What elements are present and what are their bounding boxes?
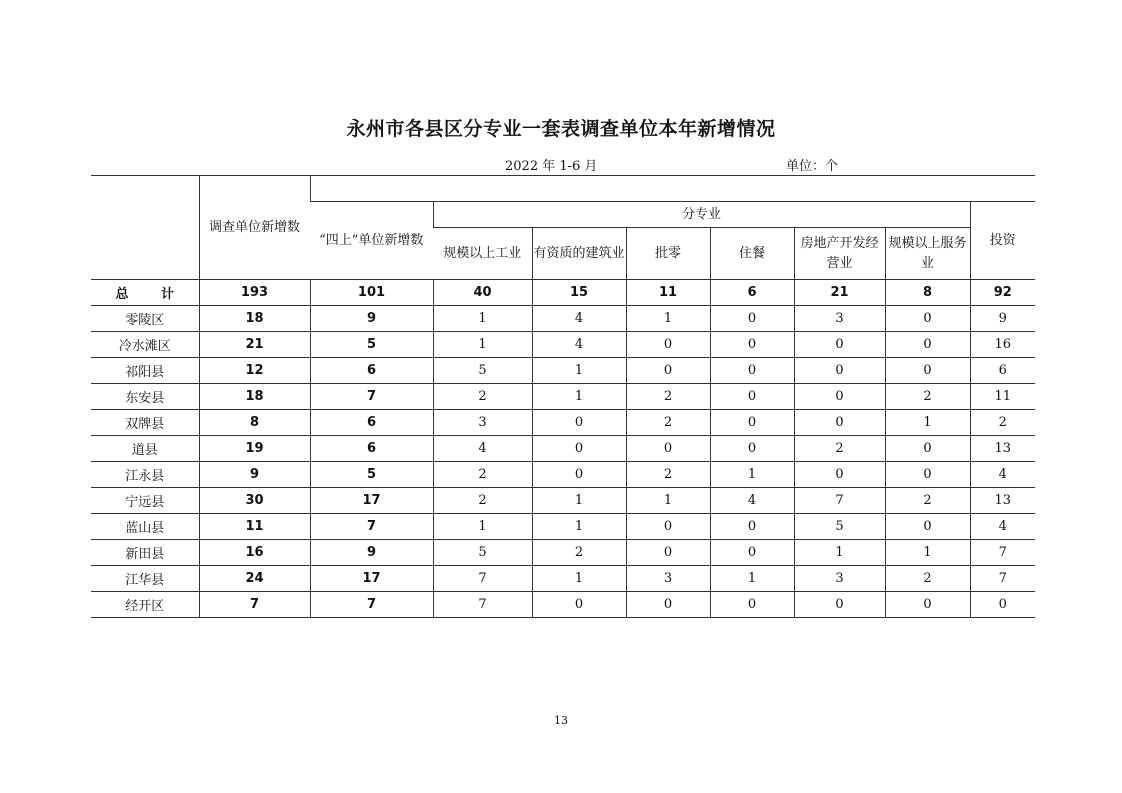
table-body: [91, 280, 1035, 618]
table-cell: 0: [794, 462, 885, 488]
table-cell: 0: [885, 332, 970, 358]
table-cell: 5: [310, 462, 433, 488]
table-cell: 1: [433, 514, 532, 540]
table-cell: 11: [199, 514, 310, 540]
table-cell: 1: [885, 540, 970, 566]
table-cell: 21: [794, 280, 885, 306]
table-cell: 5: [794, 514, 885, 540]
page-title: 永州市各县区分专业一套表调查单位本年新增情况: [346, 118, 776, 140]
table-cell: 1: [532, 488, 626, 514]
table-cell: 2: [433, 488, 532, 514]
table-cell: 24: [199, 566, 310, 592]
table-cell: 0: [710, 514, 794, 540]
table-cell: 2: [626, 384, 710, 410]
total-row: [91, 280, 1035, 306]
table-cell: 1: [433, 306, 532, 332]
table-cell: 1: [710, 462, 794, 488]
table-cell: 2: [433, 384, 532, 410]
table-cell: 7: [199, 592, 310, 618]
table-cell: 13: [970, 436, 1035, 462]
table-cell: 9: [310, 540, 433, 566]
table-row: [91, 358, 1035, 384]
page-number: 13: [554, 714, 568, 727]
table-cell: 2: [532, 540, 626, 566]
table-cell: 6: [310, 358, 433, 384]
table-cell: 0: [794, 410, 885, 436]
table-cell: 2: [626, 410, 710, 436]
table-cell: 40: [433, 280, 532, 306]
table-row: [91, 410, 1035, 436]
table-cell: 7: [310, 514, 433, 540]
district-name: 蓝山县: [91, 514, 199, 540]
table-cell: 30: [199, 488, 310, 514]
table-cell: 9: [199, 462, 310, 488]
table-cell: 5: [433, 358, 532, 384]
table-cell: 9: [310, 306, 433, 332]
header-by-specialty: 分专业: [433, 202, 970, 228]
table-cell: 11: [626, 280, 710, 306]
table-cell: 7: [970, 540, 1035, 566]
total-label: 总 计: [91, 280, 199, 306]
table-cell: 0: [626, 514, 710, 540]
table-cell: 5: [433, 540, 532, 566]
table-cell: 0: [710, 592, 794, 618]
table-cell: 0: [885, 514, 970, 540]
table-row: [91, 306, 1035, 332]
table-cell: 0: [532, 592, 626, 618]
table-cell: 1: [885, 410, 970, 436]
table-cell: 1: [532, 514, 626, 540]
table-cell: 0: [626, 436, 710, 462]
table-cell: 0: [626, 592, 710, 618]
table-cell: 0: [710, 540, 794, 566]
district-name: 双牌县: [91, 410, 199, 436]
table-cell: 1: [532, 358, 626, 384]
table-row: [91, 384, 1035, 410]
table-cell: 4: [532, 332, 626, 358]
header-investment: 投资: [970, 202, 1035, 280]
table-cell: 0: [626, 358, 710, 384]
table-cell: 7: [794, 488, 885, 514]
table-header: [91, 176, 1035, 280]
district-name: 东安县: [91, 384, 199, 410]
district-name: 冷水滩区: [91, 332, 199, 358]
header-construction: 有资质的建筑业: [532, 228, 626, 280]
table-cell: 1: [626, 488, 710, 514]
table-cell: 1: [710, 566, 794, 592]
table-cell: 5: [310, 332, 433, 358]
table-cell: 0: [532, 436, 626, 462]
table-row: [91, 592, 1035, 618]
table-cell: 6: [310, 436, 433, 462]
table-cell: 0: [626, 332, 710, 358]
table-cell: 0: [710, 358, 794, 384]
table-cell: 92: [970, 280, 1035, 306]
header-district: [91, 176, 199, 280]
table-cell: 4: [970, 514, 1035, 540]
table-cell: 4: [532, 306, 626, 332]
table-cell: 3: [433, 410, 532, 436]
table-cell: 0: [710, 384, 794, 410]
table-cell: 1: [532, 566, 626, 592]
header-real-estate: 房地产开发经营业: [794, 228, 885, 280]
table-cell: 0: [885, 436, 970, 462]
table-row: [91, 436, 1035, 462]
report-period: 2022 年 1-6 月: [505, 159, 598, 174]
table-cell: 0: [710, 410, 794, 436]
district-name: 新田县: [91, 540, 199, 566]
header-four-up: “四上”单位新增数: [310, 202, 433, 280]
district-name: 祁阳县: [91, 358, 199, 384]
table-cell: 19: [199, 436, 310, 462]
table-cell: 7: [310, 384, 433, 410]
table-cell: 0: [885, 592, 970, 618]
table-cell: 1: [433, 332, 532, 358]
table-cell: 0: [885, 462, 970, 488]
table-cell: 21: [199, 332, 310, 358]
table-cell: 6: [710, 280, 794, 306]
table-cell: 17: [310, 566, 433, 592]
table-cell: 3: [794, 306, 885, 332]
table-cell: 0: [532, 410, 626, 436]
table-cell: 16: [970, 332, 1035, 358]
table-row: [91, 514, 1035, 540]
header-new-units: 调查单位新增数: [199, 176, 310, 280]
table-cell: 4: [433, 436, 532, 462]
district-name: 江永县: [91, 462, 199, 488]
table-cell: 0: [794, 332, 885, 358]
district-name: 零陵区: [91, 306, 199, 332]
header-wholesale-retail: 批零: [626, 228, 710, 280]
table-cell: 0: [710, 332, 794, 358]
table-cell: 7: [433, 592, 532, 618]
new-units-table: [91, 175, 1035, 618]
table-cell: 2: [885, 384, 970, 410]
unit-label: 单位：个: [786, 159, 839, 174]
table-row: [91, 462, 1035, 488]
table-row: [91, 488, 1035, 514]
table-cell: 16: [199, 540, 310, 566]
header-industry: 规模以上工业: [433, 228, 532, 280]
table-cell: 4: [710, 488, 794, 514]
table-cell: 2: [626, 462, 710, 488]
table-cell: 17: [310, 488, 433, 514]
table-cell: 0: [710, 436, 794, 462]
table-cell: 18: [199, 384, 310, 410]
district-name: 经开区: [91, 592, 199, 618]
table-cell: 0: [885, 358, 970, 384]
table-cell: 1: [794, 540, 885, 566]
table-cell: 11: [970, 384, 1035, 410]
table-row: [91, 540, 1035, 566]
table-cell: 3: [794, 566, 885, 592]
table-cell: 0: [794, 358, 885, 384]
header-accommodation-catering: 住餐: [710, 228, 794, 280]
table-cell: 0: [626, 540, 710, 566]
table-cell: 3: [626, 566, 710, 592]
header-services: 规模以上服务业: [885, 228, 970, 280]
table-cell: 0: [532, 462, 626, 488]
table-cell: 2: [433, 462, 532, 488]
table-cell: 2: [970, 410, 1035, 436]
table-cell: 7: [310, 592, 433, 618]
table-cell: 1: [532, 384, 626, 410]
table-cell: 7: [433, 566, 532, 592]
table-cell: 0: [885, 306, 970, 332]
table-cell: 8: [199, 410, 310, 436]
table-cell: 13: [970, 488, 1035, 514]
table-cell: 0: [710, 306, 794, 332]
table-cell: 2: [885, 566, 970, 592]
header-top-band: [310, 176, 1035, 202]
table-cell: 1: [626, 306, 710, 332]
table-cell: 101: [310, 280, 433, 306]
table-cell: 9: [970, 306, 1035, 332]
table-cell: 193: [199, 280, 310, 306]
table-cell: 2: [794, 436, 885, 462]
table-cell: 4: [970, 462, 1035, 488]
district-name: 道县: [91, 436, 199, 462]
table-cell: 8: [885, 280, 970, 306]
table-cell: 0: [794, 592, 885, 618]
table-cell: 2: [885, 488, 970, 514]
district-name: 江华县: [91, 566, 199, 592]
table-row: [91, 332, 1035, 358]
table-cell: 7: [970, 566, 1035, 592]
table-row: [91, 566, 1035, 592]
district-name: 宁远县: [91, 488, 199, 514]
table-cell: 0: [794, 384, 885, 410]
table-cell: 15: [532, 280, 626, 306]
table-cell: 12: [199, 358, 310, 384]
table-cell: 18: [199, 306, 310, 332]
table-cell: 6: [970, 358, 1035, 384]
table-cell: 0: [970, 592, 1035, 618]
table-cell: 6: [310, 410, 433, 436]
